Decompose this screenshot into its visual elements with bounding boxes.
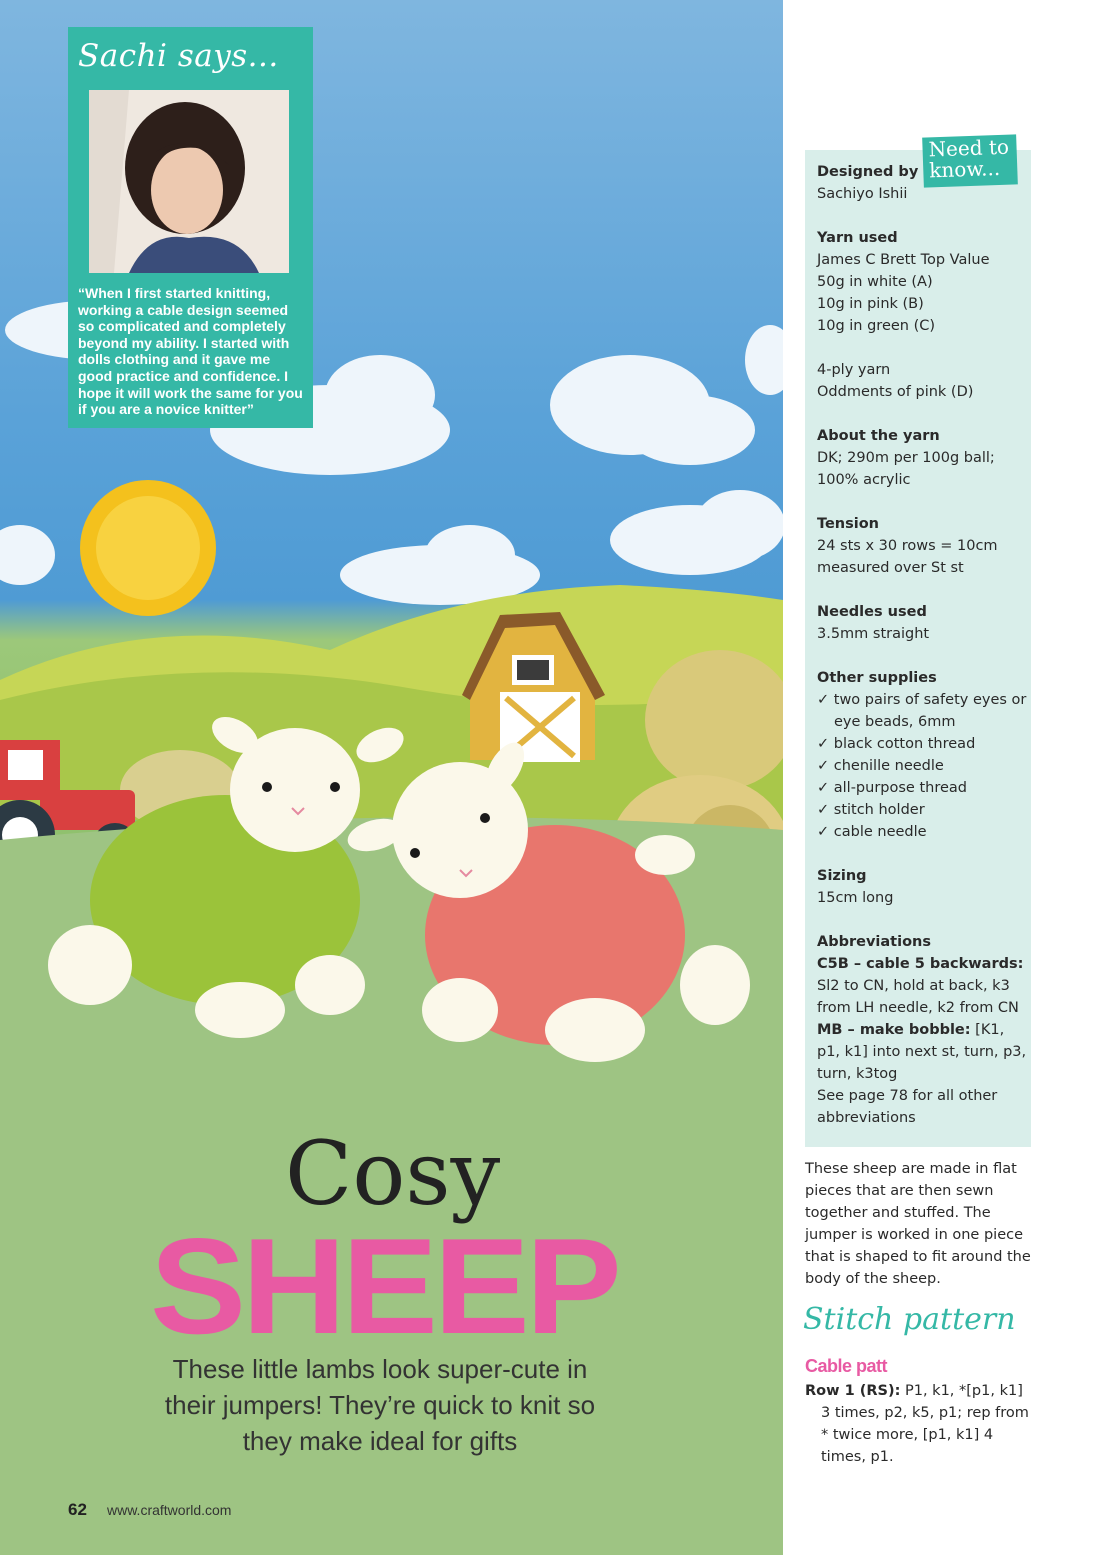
yarn-line: 10g in green (C)	[817, 318, 936, 334]
yarn-line: 4-ply yarn	[817, 362, 891, 378]
need-to-know-label: Need to know...	[928, 134, 1010, 183]
see-page-note: See page 78 for all other abbreviations	[817, 1088, 998, 1126]
row-1-label: Row 1 (RS):	[805, 1383, 901, 1399]
about-yarn-heading: About the yarn	[817, 428, 940, 444]
abbreviation-mb-text: [K1, p1, k1] into next st, turn, p3, turn, k3tog	[817, 1022, 1027, 1082]
supply-item: ✓ all-purpose thread	[817, 780, 967, 796]
abbreviation-c5b	[817, 953, 1029, 1019]
about-yarn-line: DK; 290m per 100g ball;	[817, 450, 995, 466]
abbreviations-heading: Abbreviations	[817, 934, 931, 950]
cable-patt-heading: Cable patt	[805, 1356, 888, 1376]
designer-name: Sachiyo Ishii	[817, 186, 908, 202]
standfirst: These little lambs look super-cute in their jumpers! They’re quick to knit so they make ideal for gifts	[164, 1354, 596, 1456]
title-cosy: Cosy	[285, 1122, 501, 1225]
tension-line: measured over St st	[817, 560, 964, 576]
sizing-line: 15cm long	[817, 890, 894, 906]
yarn-line: 50g in white (A)	[817, 274, 933, 290]
tension-line: 24 sts x 30 rows = 10cm	[817, 538, 998, 554]
supply-item: ✓ cable needle	[817, 824, 927, 840]
title-sheep: SHEEP	[150, 1210, 618, 1362]
supply-item: ✓ black cotton thread	[817, 736, 976, 752]
designer-quote: “When I first started knitting, working a cable design seemed so complicated and completely beyond my ability. I started with dolls clothing and it gave me good practice and confidence. I hope it will work the same for you if you are a novice knitter”	[78, 285, 303, 418]
tension-heading: Tension	[817, 516, 880, 532]
yarn-used-heading: Yarn used	[817, 230, 898, 246]
designer-portrait-photo	[89, 90, 289, 273]
sizing-heading: Sizing	[817, 868, 867, 884]
supply-item: ✓ stitch holder	[817, 802, 925, 818]
supply-item: ✓ chenille needle	[817, 758, 944, 774]
sachi-says-heading: Sachi says...	[78, 38, 279, 74]
row-1-instruction	[805, 1380, 1031, 1468]
yarn-line: Oddments of pink (D)	[817, 384, 974, 400]
abbreviation-c5b-text: Sl2 to CN, hold at back, k3 from LH needle, k2 from CN	[817, 978, 1019, 1016]
sun-illustration	[80, 480, 216, 616]
yarn-line: 10g in pink (B)	[817, 296, 924, 312]
page-number: 62	[68, 1500, 87, 1519]
supply-item: ✓ two pairs of safety eyes or eye beads, 6mm	[817, 692, 1027, 730]
needles-line: 3.5mm straight	[817, 626, 930, 642]
stitch-pattern-heading: Stitch pattern	[803, 1302, 1016, 1337]
abbreviation-c5b-term: C5B – cable 5 backwards:	[817, 956, 1024, 972]
yarn-line: James C Brett Top Value	[817, 252, 990, 268]
about-yarn-line: 100% acrylic	[817, 472, 911, 488]
designed-by-heading: Designed by	[817, 164, 919, 180]
need-to-know-content	[817, 161, 1029, 1129]
needles-heading: Needles used	[817, 604, 927, 620]
intro-paragraph: These sheep are made in flat pieces that are then sewn together and stuffed. The jumper is worked in one piece that is shaped to fit around the body of the sheep.	[805, 1161, 1031, 1287]
website-url: www.craftworld.com	[107, 1502, 232, 1518]
supplies-heading: Other supplies	[817, 670, 937, 686]
abbreviation-mb-term: MB – make bobble:	[817, 1022, 971, 1038]
row-1-text: P1, k1, *[p1, k1] 3 times, p2, k5, p1; rep from * twice more, [p1, k1] 4 times, p1.	[821, 1383, 1029, 1465]
abbreviation-mb	[817, 1019, 1029, 1085]
